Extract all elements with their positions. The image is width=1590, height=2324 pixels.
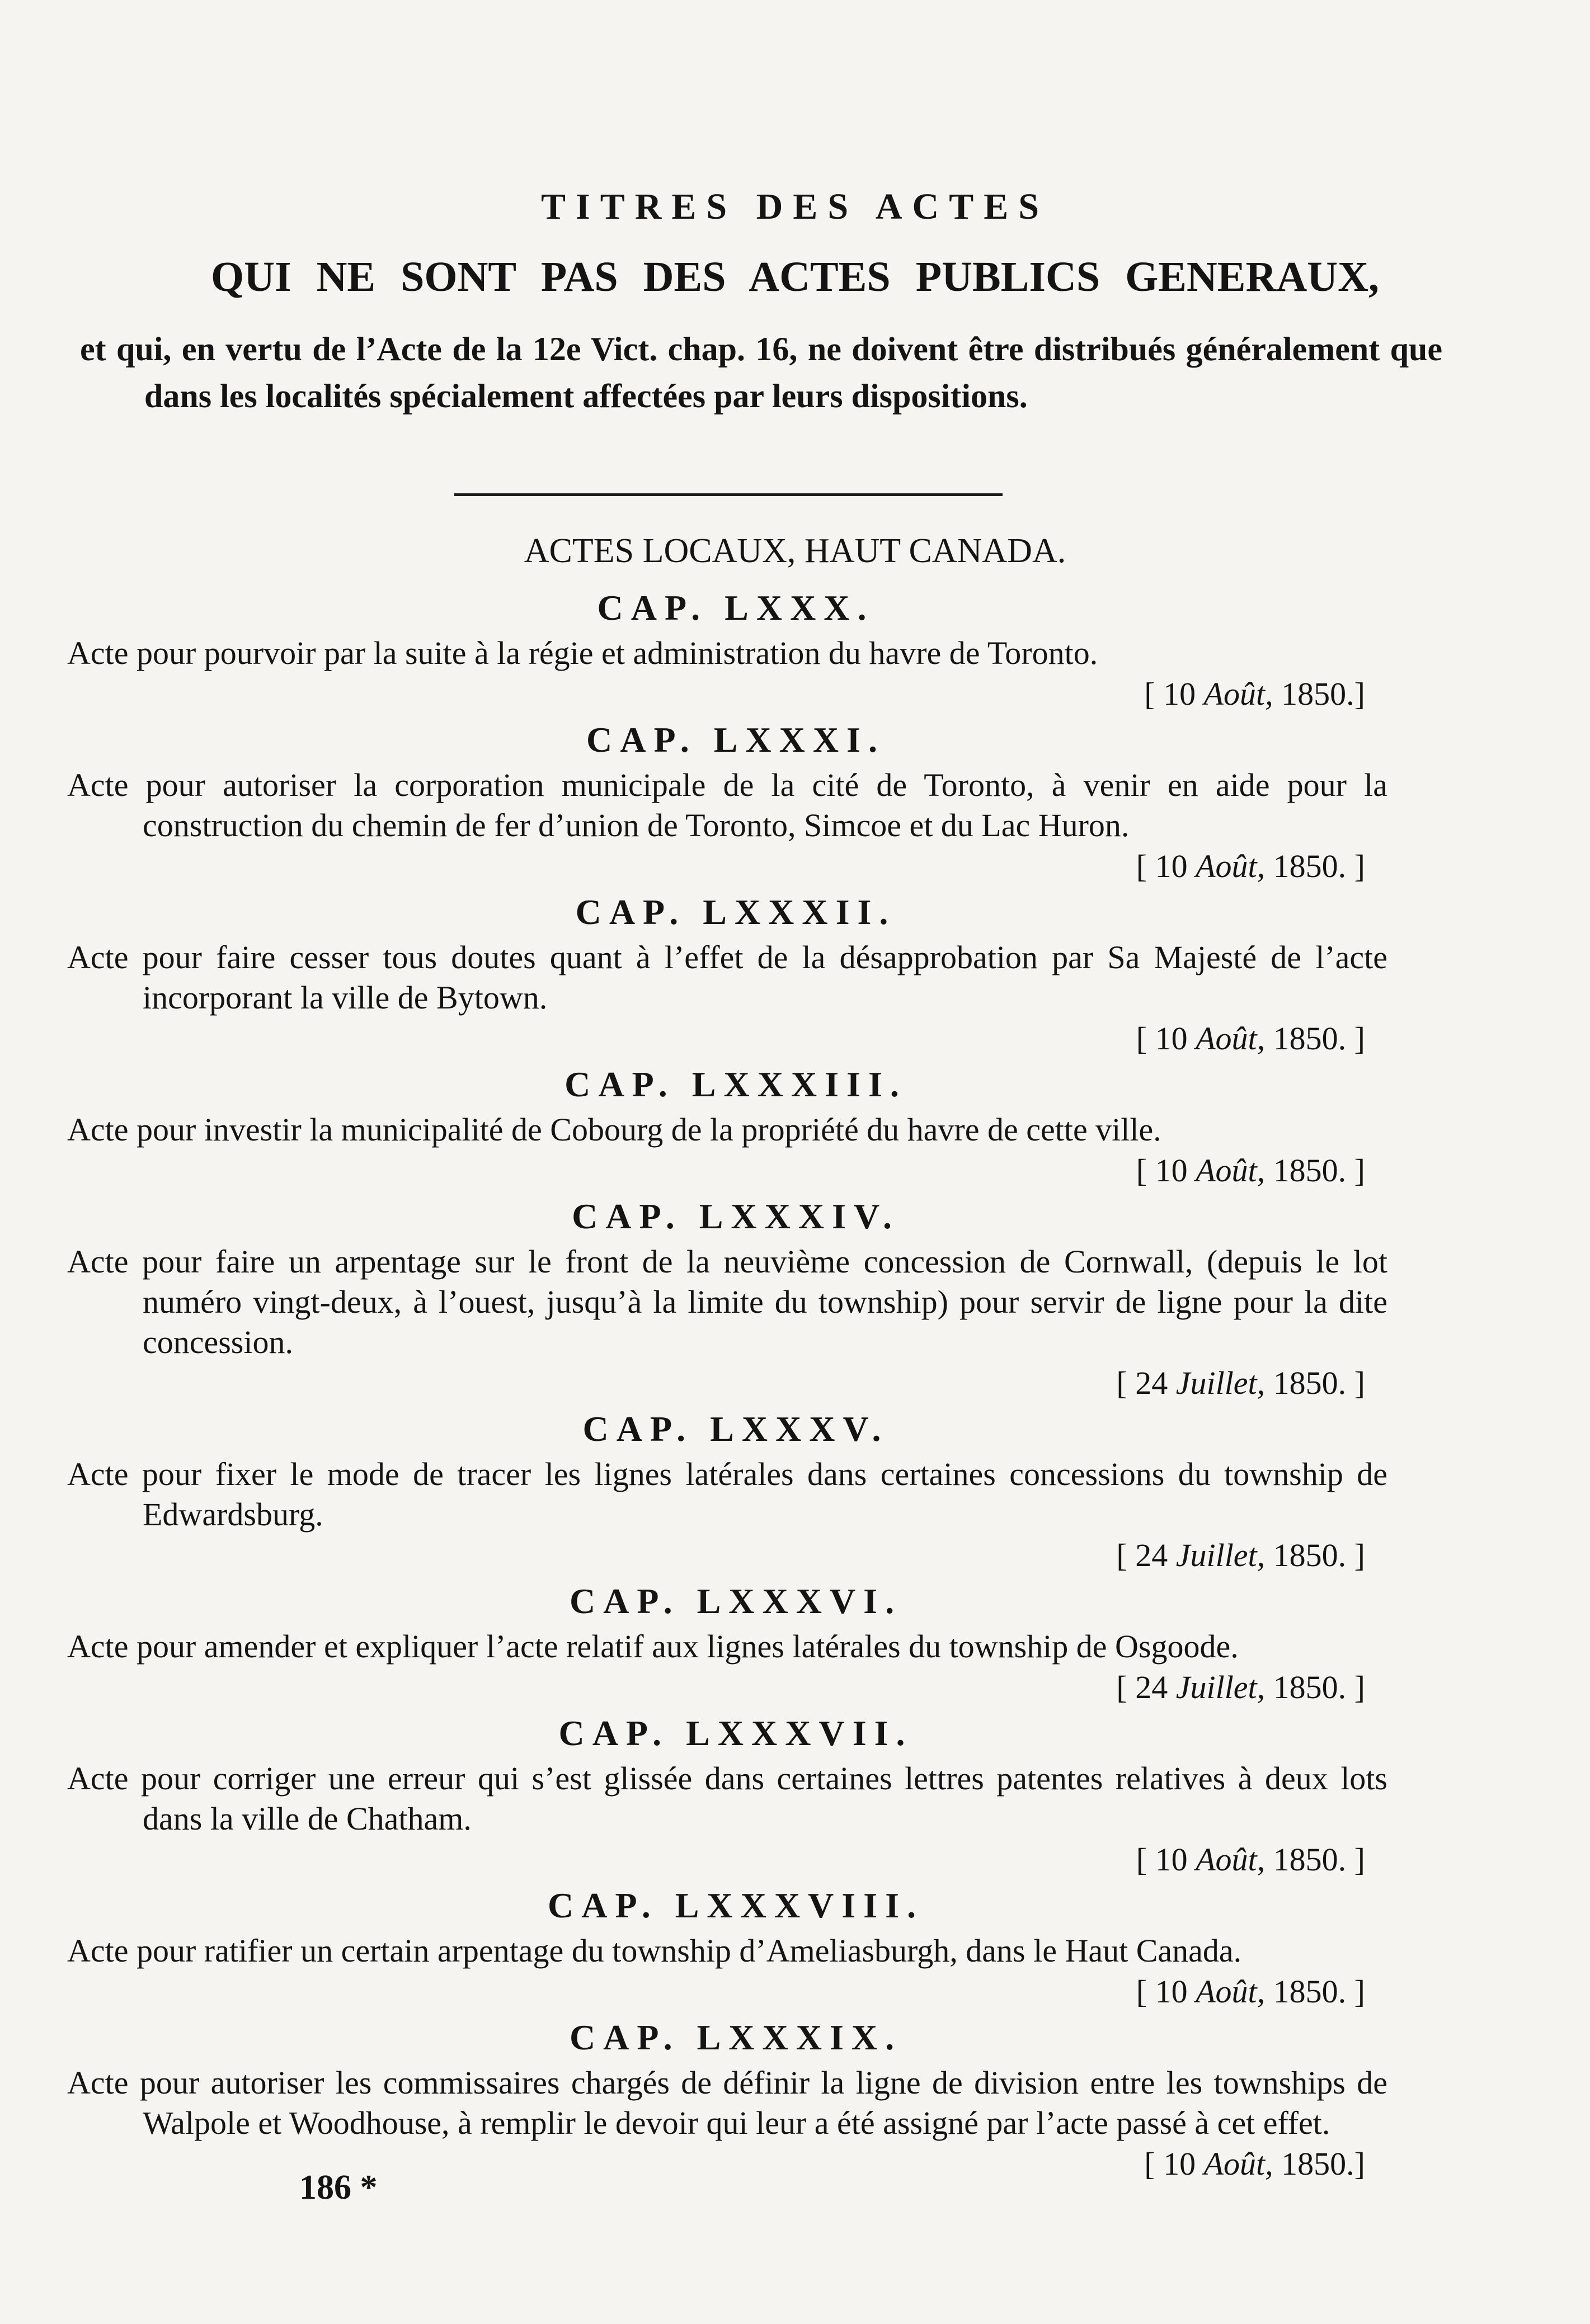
act-date: [ 10 Août, 1850.] — [1144, 676, 1365, 712]
act-title: Acte pour fixer le mode de tracer les lignes latérales dans certaines concessions du township de Edwardsburg. — [67, 1456, 1387, 1533]
intro-paragraph: et qui, en vertu de l’Acte de la 12e Vict. chap. 16, ne doivent être distribués généralement que dans les localités spécialement affectées par leurs dispositions. — [80, 331, 1442, 414]
chapter-heading: CAP. LXXXII. — [575, 892, 896, 932]
page-subtitle: QUI NE SONT PAS DES ACTES PUBLICS GENERAUX, — [210, 253, 1380, 300]
chapter-heading: CAP. LXXXVII. — [558, 1713, 913, 1753]
act-entry — [67, 583, 1387, 715]
act-entry — [67, 1404, 1387, 1576]
section-title: ACTES LOCAUX, HAUT CANADA. — [524, 532, 1066, 570]
act-date: [ 10 Août, 1850. ] — [1136, 848, 1365, 884]
chapter-heading: CAP. LXXXIV. — [572, 1196, 900, 1236]
act-title: Acte pour autoriser la corporation municipale de la cité de Toronto, à venir en aide pour la construction du chemin de fer d’union de Toronto, Simcoe et du Lac Huron. — [67, 767, 1387, 843]
page-title: TITRES DES ACTES — [541, 186, 1049, 227]
chapter-heading: CAP. LXXXVIII. — [548, 1885, 924, 1925]
chapter-heading: CAP. LXXXIII. — [565, 1064, 907, 1104]
act-entry — [67, 1059, 1387, 1191]
act-title: Acte pour corriger une erreur qui s’est glissée dans certaines lettres patentes relatives à deux lots dans la ville de Chatham. — [67, 1760, 1387, 1837]
act-entry — [67, 715, 1387, 887]
act-date: [ 10 Août, 1850. ] — [1136, 1841, 1365, 1878]
divider-rule — [454, 493, 1003, 496]
chapter-heading: CAP. LXXXVI. — [569, 1581, 902, 1621]
acts-list — [67, 583, 1387, 2185]
act-entry — [67, 1576, 1387, 1708]
act-entry — [67, 2012, 1387, 2185]
act-date: [ 10 Août, 1850. ] — [1136, 1973, 1365, 2010]
chapter-heading: CAP. LXXX. — [597, 588, 874, 628]
act-title: Acte pour faire un arpentage sur le front de la neuvième concession de Cornwall, (depuis le lot numéro vingt-deux, à l’ouest, jusqu’à la limite du township) pour servir de ligne pour la dite concession. — [67, 1243, 1387, 1360]
act-entry — [67, 1880, 1387, 2012]
chapter-heading: CAP. LXXXI. — [586, 720, 885, 760]
act-date: [ 24 Juillet, 1850. ] — [1116, 1537, 1365, 1573]
act-title: Acte pour ratifier un certain arpentage du township d’Ameliasburgh, dans le Haut Canada. — [67, 1932, 1242, 1969]
act-date: [ 24 Juillet, 1850. ] — [1116, 1365, 1365, 1401]
act-date: [ 10 Août, 1850. ] — [1136, 1152, 1365, 1189]
act-entry — [67, 1708, 1387, 1880]
act-title: Acte pour pourvoir par la suite à la régie et administration du havre de Toronto. — [67, 635, 1098, 671]
act-date: [ 10 Août, 1850.] — [1144, 2146, 1365, 2182]
act-title: Acte pour faire cesser tous doutes quant à l’effet de la désapprobation par Sa Majesté de l’acte incorporant la ville de Bytown. — [67, 939, 1387, 1016]
act-title: Acte pour autoriser les commissaires chargés de définir la ligne de division entre les townships de Walpole et Woodhouse, à remplir le devoir qui leur a été assigné par l’acte passé à cet effet. — [67, 2064, 1387, 2141]
chapter-heading: CAP. LXXXIX. — [569, 2017, 902, 2057]
act-title: Acte pour investir la municipalité de Cobourg de la propriété du havre de cette ville. — [67, 1111, 1161, 1148]
act-entry — [67, 887, 1387, 1059]
page-number: 186 * — [299, 2169, 378, 2207]
act-title: Acte pour amender et expliquer l’acte relatif aux lignes latérales du township de Osgoode. — [67, 1628, 1239, 1665]
act-date: [ 10 Août, 1850. ] — [1136, 1020, 1365, 1057]
chapter-heading: CAP. LXXXV. — [582, 1409, 889, 1449]
act-entry — [67, 1191, 1387, 1404]
act-date: [ 24 Juillet, 1850. ] — [1116, 1669, 1365, 1705]
